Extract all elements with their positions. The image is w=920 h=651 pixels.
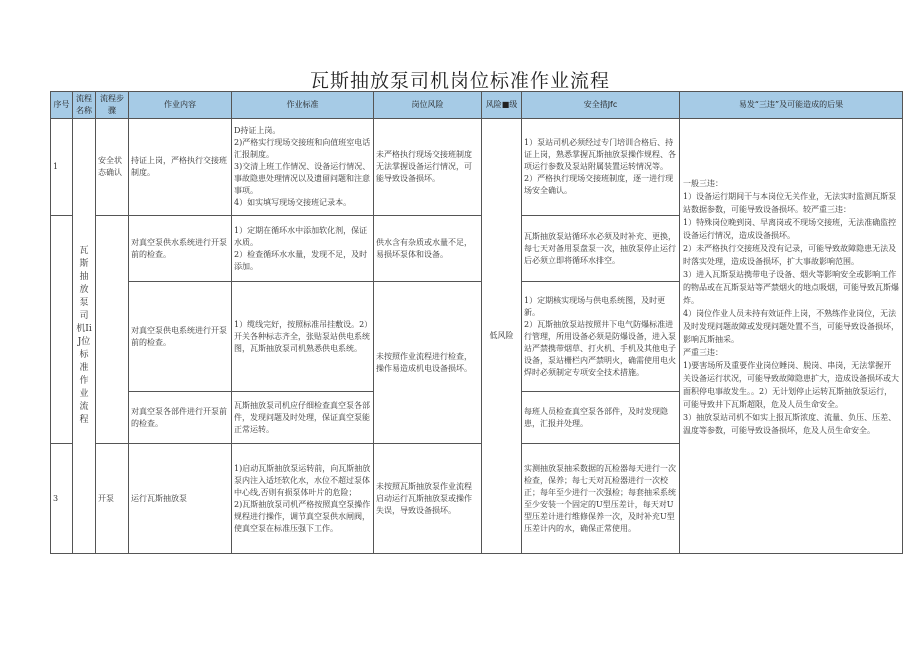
measures-cell: 实测抽放泵抽采数据的瓦检器每天进行一次检查，保养；每七天对瓦检器进行一次校正；每年至少进行一次强检；每套抽采系统至少安装一个固定的U型压差计，每天对U型压差计进行维修保养一次，及时补充U型压差计内的水，确保正常使用。: [522, 444, 680, 554]
header-consequence: 易发“三违”及可能造成的后果: [680, 92, 903, 119]
seq-cell: 3: [51, 444, 73, 554]
header-content: 作业内容: [129, 92, 232, 119]
risk-cell: 未按照瓦斯抽放泵作业流程启动运行瓦斯抽放泵或操作失误，导致设备损坏。: [374, 444, 482, 554]
standard-cell: 1）缆线完好，按照标准吊挂敷设。2）开关各种标志齐全，张贴泵站供电系统图，瓦斯抽放泵司机熟悉供电系统。: [232, 282, 374, 392]
header-flow-name: 流程名称: [73, 92, 96, 119]
table-row: [51, 119, 903, 216]
header-risk: 岗位风险: [374, 92, 482, 119]
flow-name-text: 瓦斯抽放泵司机IiJ位标准作业流程: [76, 246, 92, 425]
content-cell: 对真空泵各部件进行开泵前的检查。: [129, 392, 232, 444]
measures-cell: 每班人员检查真空泵各部件，及时发现隐患，汇报并处理。: [522, 392, 680, 444]
header-risk-level: 风险■级: [482, 92, 522, 119]
content-cell: 对真空泵供水系统进行开泵前的检查。: [129, 216, 232, 282]
standard-cell: 1)启动瓦斯抽放泵运转前，向瓦斯抽放泵内注入适坯软化水，水位不超过泵体中心线,否则有损泵体叶片的危险； 2)瓦斯抽放泵司机严格按照真空泵操作规程进行操作，调节真空泵供水闸阀，使真空泵在标准压强下工作。: [232, 444, 374, 554]
seq-cell: 1: [51, 119, 73, 216]
consequence-cell: 一般三违： 1）设备运行期间干与本岗位无关作业，无法实时监测瓦斯泵站数据参数，可能导致设备损坏。较严重三违： 1）特殊岗位晚到岗、早离岗或不现场交接班，无法准确监控设备运行情况，造成设备损坏。 2）未严格执行交接班及没有记录，可能导致故障隐患无法及时落实处理，造成设备损坏，扩大事故影响范围。 3）进入瓦斯泵站携带电子设备、烟火等影响安全或影响工作的物品或在瓦斯泵站等严禁烟火的地点吸烟，可能导致瓦斯爆炸。 4）岗位作业人员未持有效证件上岗，不熟练作业岗位，无法及时发现问题故障或发现问题处置不当，可能导致设备损坏，影响瓦斯抽采。 严重三违： 1)要害场所及重要作业岗位睡岗、脱岗、串岗，无法掌握开关设备运行状况，可能导致故障隐患扩大，造成设备损坏或大面积停电事故发生。。2）无计划停止运转瓦斯抽放泵运行，可能导致井下瓦斯超限，危及人员生命安全。 3）抽放泵站司机不如实上报瓦斯浓度、流量、负压、压差、温度等参数，可能导致设备损坏，危及人员生命安全。: [680, 119, 903, 554]
step-cell: 安全状态确认: [96, 119, 129, 216]
content-cell: 运行瓦斯抽放泵: [129, 444, 232, 554]
risk-cell: 未严格执行现场交接班制度无法掌握设备运行情况，可能导致设备损坏。: [374, 119, 482, 216]
page-title: 瓦斯抽放泵司机岗位标准作业流程: [309, 70, 610, 92]
header-seq: 序号: [51, 92, 73, 119]
header-row: [51, 92, 903, 119]
header-standard: 作业标准: [232, 92, 374, 119]
sop-table: [50, 91, 903, 554]
step-cell: [96, 216, 129, 444]
step-cell: 开泵: [96, 444, 129, 554]
risk-cell: 未按照作业流程进行检查，操作易造成机电设备损坏。: [374, 282, 482, 444]
measures-cell: 1）定期核实现场与供电系统图，及时更新。 2）瓦斯抽放泵站按照井下电气防爆标准进行管理，所用设备必须是防爆设备，进入泵站严禁携带烟草、打火机、手机及其他电子设备，泵站栅栏内严禁明火，确需使用电火焊时必须制定专项安全技术措施。: [522, 282, 680, 392]
content-cell: 持证上岗，严格执行交接班制度。: [129, 119, 232, 216]
seq-cell: [51, 216, 73, 444]
header-flow-step: 流程步骤: [96, 92, 129, 119]
flow-name-cell: [73, 119, 96, 554]
standard-cell: 1）定期在循环水中添加软化剂，保证水质。 2）检查循环水水量，发现不足，及时添加。: [232, 216, 374, 282]
measures-cell: 瓦斯抽放泵站循环水必须及时补充、更换，每七天对备用泵盘泵一次，抽放泵停止运行后必须立即将循环水排空。: [522, 216, 680, 282]
measures-cell: 1）泵站司机必须经过专门培训合格后、持证上岗，熟悉掌握瓦斯抽放泵操作规程、各项运行参数及泵站附属装置运转情况等。 2）严格执行现场交接班制度，逐一进行现场安全确认。: [522, 119, 680, 216]
risk-level-cell: 低风险: [482, 119, 522, 554]
standard-cell: D持证上岗。 2)严格实行现场交接班和向值班室电话汇报制度。 3)交清上班工作情况、设备运行情况、事故隐患处理情况以及遗留问题和注意事项。 4）如实填写现场交接班记录本。: [232, 119, 374, 216]
header-measures: 安全措Jfc: [522, 92, 680, 119]
risk-cell: 供水含有杂质或水量不足，易损坏泵体和设备。: [374, 216, 482, 282]
standard-cell: 瓦斯抽放泵司机应仔细检查真空泵各部件，发现问题及时处理，保证真空泵能正常运转。: [232, 392, 374, 444]
content-cell: 对真空泵供电系统进行开泵前的检查。: [129, 282, 232, 392]
